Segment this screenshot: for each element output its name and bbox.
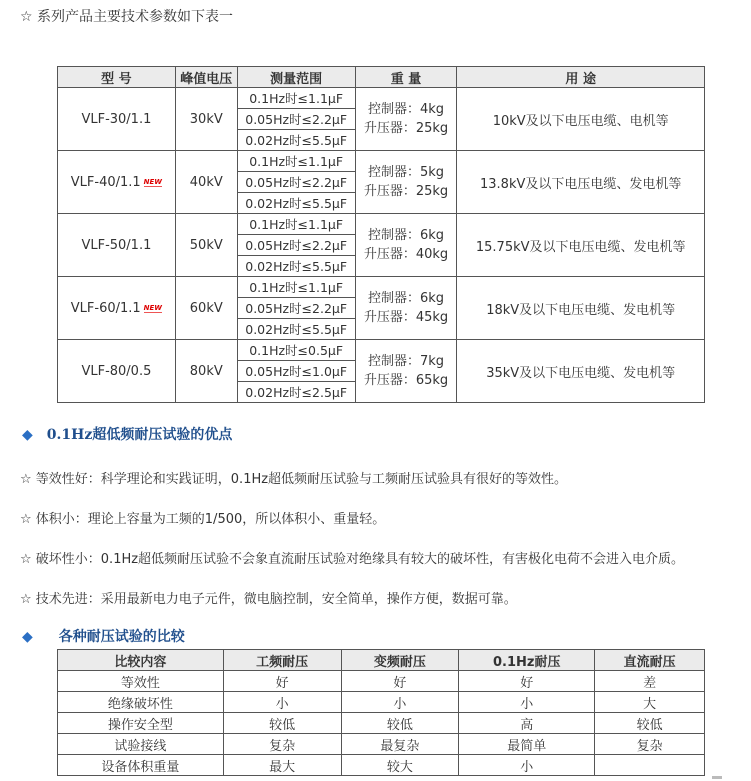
model-cell: [58, 277, 176, 340]
booster-weight: 升压器：25kg: [363, 121, 449, 136]
use-cell: 13.8kV及以下电压电缆、发电机等: [457, 151, 705, 214]
booster-weight: 升压器：45kg: [363, 310, 449, 325]
voltage-cell: 50kV: [175, 214, 237, 277]
compare-value: 最简单: [459, 734, 595, 755]
model-cell: [58, 214, 176, 277]
model-name: VLF-40/1.1: [70, 174, 141, 190]
weight-cell: [355, 277, 457, 340]
controller-weight: 控制器：6kg: [367, 291, 444, 306]
compare-value: [595, 755, 705, 776]
controller-weight: 控制器：4kg: [367, 102, 444, 117]
compare-row: [58, 692, 705, 713]
spec-row: [58, 88, 705, 109]
header-weight: 重 量: [355, 67, 457, 88]
compare-value: 较低: [341, 713, 459, 734]
compare-header-row: [58, 650, 705, 671]
compare-item: 绝缘破坏性: [58, 692, 224, 713]
para-technology: ☆ 技术先进：采用最新电力电子元件，微电脑控制，安全简单，操作方便，数据可靠。: [20, 592, 517, 607]
corner-mark: [712, 776, 722, 779]
use-cell: 18kV及以下电压电缆、发电机等: [457, 277, 705, 340]
header-range: 测量范围: [237, 67, 355, 88]
header-use: 用 途: [457, 67, 705, 88]
section-advantages-title: 0.1Hz超低频耐压试验的优点: [46, 427, 233, 443]
section-advantages-heading: [22, 424, 232, 444]
compare-value: 复杂: [595, 734, 705, 755]
range-cell: 0.02Hz时≤5.5μF: [237, 130, 355, 151]
booster-weight: 升压器：65kg: [363, 373, 449, 388]
compare-value: 好: [459, 671, 595, 692]
compare-header: 工频耐压: [223, 650, 341, 671]
range-cell: 0.1Hz时≤0.5μF: [237, 340, 355, 361]
intro-text: ☆ 系列产品主要技术参数如下表一: [20, 9, 234, 25]
booster-weight: 升压器：40kg: [363, 247, 449, 262]
compare-header: 比较内容: [58, 650, 224, 671]
voltage-cell: 40kV: [175, 151, 237, 214]
section-compare-heading: [22, 626, 185, 646]
compare-value: 差: [595, 671, 705, 692]
range-cell: 0.05Hz时≤2.2μF: [237, 109, 355, 130]
compare-item: 操作安全型: [58, 713, 224, 734]
weight-cell: [355, 214, 457, 277]
range-cell: 0.02Hz时≤5.5μF: [237, 193, 355, 214]
voltage-cell: 30kV: [175, 88, 237, 151]
compare-value: 小: [459, 755, 595, 776]
para-size: ☆ 体积小：理论上容量为工频的1/500，所以体积小、重量轻。: [20, 512, 386, 527]
compare-header: 0.1Hz耐压: [459, 650, 595, 671]
weight-cell: [355, 340, 457, 403]
compare-value: 小: [223, 692, 341, 713]
compare-body: [58, 671, 705, 776]
range-cell: 0.05Hz时≤1.0μF: [237, 361, 355, 382]
spec-row: [58, 151, 705, 172]
compare-value: 好: [341, 671, 459, 692]
spec-row: [58, 214, 705, 235]
model-name: VLF-80/0.5: [81, 363, 152, 379]
weight-cell: [355, 88, 457, 151]
range-cell: 0.1Hz时≤1.1μF: [237, 214, 355, 235]
diamond-icon: ◆: [22, 629, 33, 645]
range-cell: 0.05Hz时≤2.2μF: [237, 172, 355, 193]
new-badge: NEW: [143, 177, 163, 186]
compare-value: 较低: [223, 713, 341, 734]
compare-header: 直流耐压: [595, 650, 705, 671]
weight-cell: [355, 151, 457, 214]
para-equivalence: ☆ 等效性好：科学理论和实践证明，0.1Hz超低频耐压试验与工频耐压试验具有很好的等效性。: [20, 472, 568, 487]
compare-header: 变频耐压: [341, 650, 459, 671]
compare-value: 小: [459, 692, 595, 713]
controller-weight: 控制器：5kg: [367, 165, 444, 180]
model-name: VLF-50/1.1: [81, 237, 152, 253]
compare-value: 最大: [223, 755, 341, 776]
model-name: VLF-30/1.1: [81, 111, 152, 127]
spec-body: [58, 88, 705, 403]
range-cell: 0.1Hz时≤1.1μF: [237, 277, 355, 298]
model-cell: [58, 88, 176, 151]
model-cell: [58, 151, 176, 214]
compare-value: 高: [459, 713, 595, 734]
controller-weight: 控制器：7kg: [367, 354, 444, 369]
compare-item: 等效性: [58, 671, 224, 692]
voltage-cell: 80kV: [175, 340, 237, 403]
spec-header-row: [58, 67, 705, 88]
range-cell: 0.05Hz时≤2.2μF: [237, 235, 355, 256]
compare-value: 好: [223, 671, 341, 692]
use-cell: 35kV及以下电压电缆、发电机等: [457, 340, 705, 403]
range-cell: 0.05Hz时≤2.2μF: [237, 298, 355, 319]
compare-value: 较大: [341, 755, 459, 776]
spec-table: [57, 66, 705, 403]
model-cell: [58, 340, 176, 403]
range-cell: 0.02Hz时≤5.5μF: [237, 319, 355, 340]
compare-value: 最复杂: [341, 734, 459, 755]
header-voltage: 峰值电压: [175, 67, 237, 88]
compare-row: [58, 734, 705, 755]
range-cell: 0.02Hz时≤2.5μF: [237, 382, 355, 403]
para-damage: ☆ 破坏性小：0.1Hz超低频耐压试验不会象直流耐压试验对绝缘具有较大的破坏性，有害极化电荷不会进入电介质。: [20, 552, 685, 567]
range-cell: 0.1Hz时≤1.1μF: [237, 88, 355, 109]
compare-value: 大: [595, 692, 705, 713]
voltage-cell: 60kV: [175, 277, 237, 340]
diamond-icon: ◆: [22, 427, 33, 443]
compare-value: 小: [341, 692, 459, 713]
spec-row: [58, 277, 705, 298]
compare-value: 复杂: [223, 734, 341, 755]
use-cell: 10kV及以下电压电缆、电机等: [457, 88, 705, 151]
range-cell: 0.1Hz时≤1.1μF: [237, 151, 355, 172]
controller-weight: 控制器：6kg: [367, 228, 444, 243]
header-model: 型 号: [58, 67, 176, 88]
compare-row: [58, 713, 705, 734]
use-cell: 15.75kV及以下电压电缆、发电机等: [457, 214, 705, 277]
section-compare-title: 各种耐压试验的比较: [58, 629, 185, 645]
spec-row: [58, 340, 705, 361]
compare-value: 较低: [595, 713, 705, 734]
compare-row: [58, 755, 705, 776]
new-badge: NEW: [143, 303, 163, 312]
model-name: VLF-60/1.1: [70, 300, 141, 316]
compare-item: 设备体积重量: [58, 755, 224, 776]
booster-weight: 升压器：25kg: [363, 184, 449, 199]
compare-table: [57, 649, 705, 776]
range-cell: 0.02Hz时≤5.5μF: [237, 256, 355, 277]
compare-row: [58, 671, 705, 692]
compare-item: 试验接线: [58, 734, 224, 755]
